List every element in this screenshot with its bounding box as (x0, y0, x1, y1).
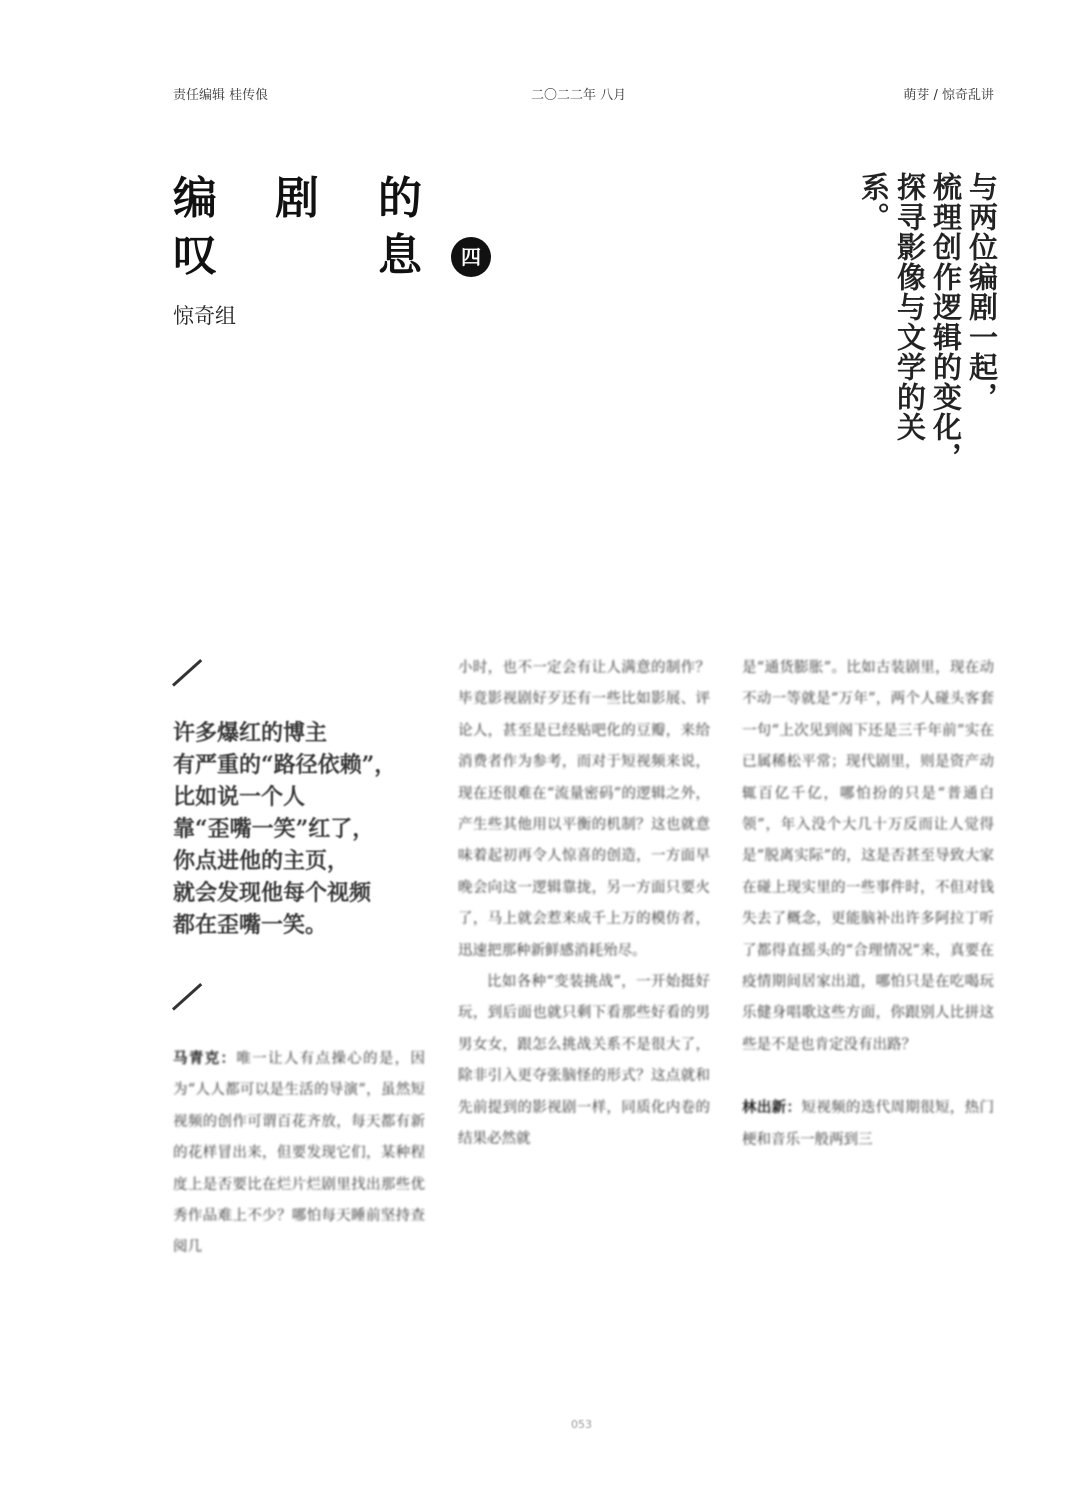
title-char: 的 (378, 173, 422, 224)
issue-number-badge: 四 (451, 237, 491, 277)
paragraph-text: 短视频的迭代周期很短，热门梗和音乐一般两到三 (742, 1100, 994, 1148)
issue-date: 二〇二二年 八月 (531, 88, 627, 103)
pull-quote-line: 比如说一个人 (173, 784, 306, 810)
title-char: 剧 (275, 173, 319, 224)
pull-quote-line: 都在歪嘴一笑。 (173, 912, 328, 938)
pull-quote-line: 靠“歪嘴一笑”红了， (173, 816, 375, 842)
pull-quote-line: 就会发现他每个视频 (173, 880, 372, 906)
paragraph (173, 1043, 425, 1264)
author-name: 惊奇组 (173, 304, 236, 328)
body-column-1 (173, 1043, 425, 1264)
title-char: 息 (378, 230, 422, 281)
speaker-name: 林出新： (742, 1099, 802, 1117)
paragraph-text: 唯一让人有点操心的是，因为“人人都可以是生活的导演”，虽然短视频的创作可谓百花齐放，每天都有新的花样冒出来，但要发现它们，某种程度上是否要比在烂片烂剧里找出那些优秀作品难上不少？哪怕每天睡前坚持查阅几 (173, 1051, 426, 1256)
lead-line: 梳理创作逻辑的变化， (929, 172, 963, 472)
slash-divider-bottom (172, 983, 202, 1011)
paragraph: 是“通货膨胀”。比如古装剧里，现在动不动一等就是“万年”，两个人碰头客套一句“上次见到阁下还是三千年前”实在已属稀松平常；现代剧里，则是资产动辄百亿千亿，哪怕扮的只是“普通白领”，年入没个大几十万反而让人觉得是“脱离实际”的，这是否甚至导致大家在碰上现实里的一些事件时，不但对钱失去了概念，更能脑补出许多阿拉丁听了都得直摇头的“合理情况”来，真要在疫情期间居家出道，哪怕只是在吃喝玩乐健身唱歌这些方面，你跟别人比拼这些是不是也肯定没有出路？ (742, 660, 994, 1053)
paragraph (742, 1092, 994, 1156)
title-char: 叹 (173, 230, 217, 281)
pull-quote-line: 你点进他的主页， (173, 848, 350, 874)
paragraph: 小时，也不一定会有让人满意的制作？毕竟影视剧好歹还有一些比如影展、评论人，甚至是已经贴吧化的豆瓣，来给消费者作为参考，而对于短视频来说，现在还很难在“流量密码”的逻辑之外，产生些其他用以平衡的机制？这也就意味着起初再令人惊喜的创造，一方面早晚会向这一逻辑靠拢，另一方面只要火了，马上就会惹来成千上万的模仿者，迅速把那种新鲜感消耗殆尽。 (458, 660, 710, 959)
body-column-3 (742, 653, 994, 1156)
pull-quote-line: 有严重的“路径依赖”， (173, 752, 397, 778)
title-line-2 (173, 227, 503, 284)
title-char: 编 (173, 173, 217, 224)
body-column-2 (458, 653, 710, 1156)
section-label: 萌芽 / 惊奇乱讲 (903, 88, 994, 103)
pull-quote-line: 许多爆红的博主 (173, 720, 328, 746)
paragraph: 比如各种“变装挑战”，一开始挺好玩，到后面也就只剩下看那些好看的男男女女，跟怎么挑战关系不是很大了，除非引入更夺张脑怪的形式？这点就和先前提到的影视剧一样，同质化内卷的结果必然就 (458, 974, 710, 1148)
speaker-name: 马青克： (173, 1050, 237, 1067)
lead-line: 探寻影像与文学的关系。 (857, 172, 927, 442)
title-line-1 (173, 170, 503, 227)
lead-vertical-text (856, 172, 1000, 492)
editor-credit: 责任编辑 桂传俍 (173, 88, 269, 103)
page-number: 053 (571, 1418, 592, 1431)
lead-line: 与两位编剧一起， (965, 172, 999, 412)
slash-divider-top (172, 659, 202, 687)
article-title (173, 170, 503, 284)
pull-quote (173, 717, 438, 941)
